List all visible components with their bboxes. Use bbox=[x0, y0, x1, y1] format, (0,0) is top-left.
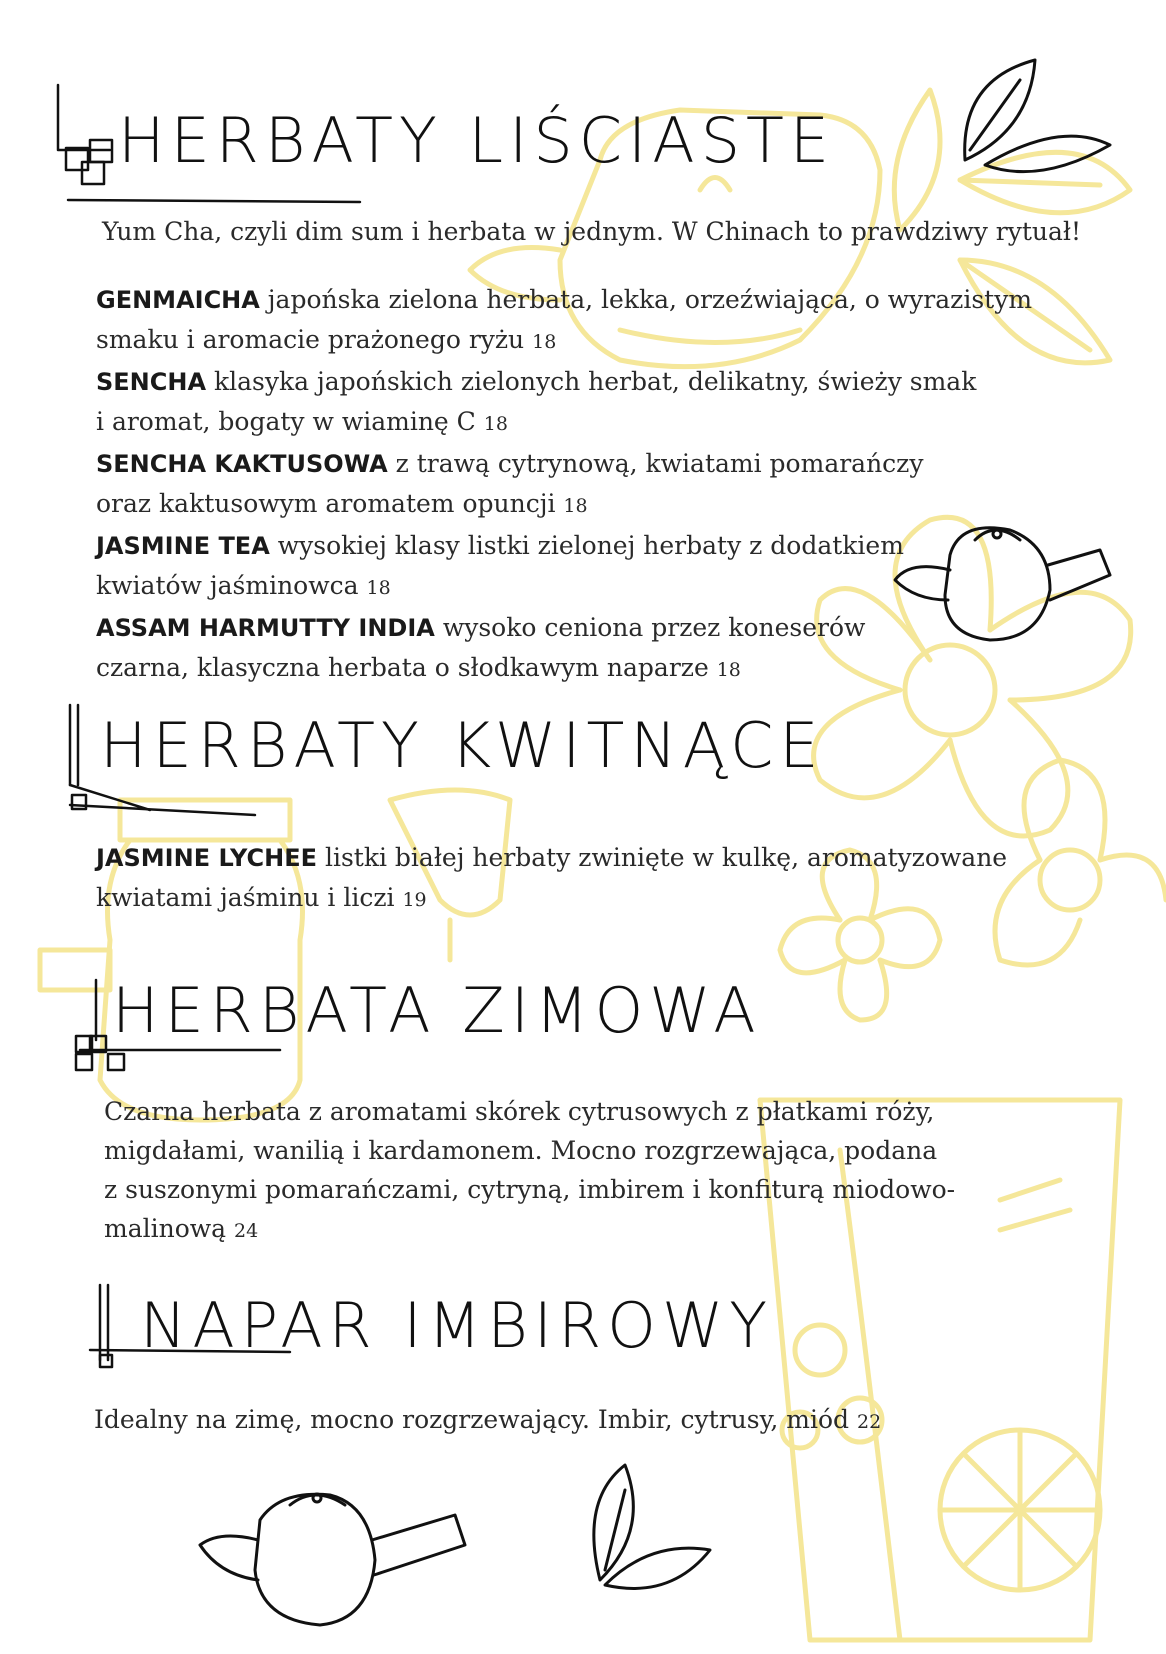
item-desc: oraz kaktusowym aromatem opuncji bbox=[96, 489, 556, 518]
menu-item-jasmine-tea bbox=[96, 526, 1056, 608]
section-title-kwitnace: HERBATY KWITNĄCE bbox=[100, 709, 825, 782]
item-desc: japońska zielona herbata, lekka, orzeźwiająca, o wyrazistym bbox=[267, 285, 1033, 314]
item-price: 18 bbox=[716, 659, 741, 681]
section-title-zimowa: HERBATA ZIMOWA bbox=[112, 974, 762, 1047]
menu-item-genmaicha bbox=[96, 280, 1056, 362]
item-name: GENMAICHA bbox=[96, 286, 260, 314]
item-price: 18 bbox=[366, 577, 391, 599]
imbirowy-text: Idealny na zimę, mocno rozgrzewający. Imbir, cytrusy, miód bbox=[94, 1405, 850, 1434]
menu-item-sencha bbox=[96, 362, 1056, 444]
item-price: 22 bbox=[857, 1411, 882, 1433]
item-price: 18 bbox=[483, 413, 508, 435]
item-desc: czarna, klasyczna herbata o słodkawym naparze bbox=[96, 653, 709, 682]
item-desc: kwiatami jaśminu i liczi bbox=[96, 883, 395, 912]
zimowa-line: z suszonymi pomarańczami, cytryną, imbirem i konfiturą miodowo- bbox=[104, 1175, 956, 1204]
item-desc: listki białej herbaty zwinięte w kulkę, aromatyzowane bbox=[324, 843, 1008, 872]
section-title-imbirowy: NAPAR IMBIROWY bbox=[140, 1289, 774, 1362]
zimowa-description bbox=[104, 1092, 1044, 1251]
item-desc: z trawą cytrynową, kwiatami pomarańczy bbox=[395, 449, 924, 478]
item-desc: wysokiej klasy listki zielonej herbaty z dodatkiem bbox=[277, 531, 904, 560]
section-title-lisciaste: HERBATY LIŚCIASTE bbox=[118, 104, 836, 177]
menu-item-sencha-kaktusowa bbox=[96, 444, 1056, 526]
imbirowy-description bbox=[94, 1400, 1054, 1442]
item-desc: i aromat, bogaty w wiaminę C bbox=[96, 407, 476, 436]
item-name: ASSAM HARMUTTY INDIA bbox=[96, 614, 435, 642]
zimowa-line: Czarna herbata z aromatami skórek cytrusowych z płatkami róży, bbox=[104, 1097, 935, 1126]
item-name: JASMINE TEA bbox=[96, 532, 270, 560]
zimowa-line: migdałami, wanilią i kardamonem. Mocno rozgrzewająca, podana bbox=[104, 1136, 938, 1165]
leaf-bottom-icon bbox=[594, 1465, 710, 1588]
menu-item-assam bbox=[96, 608, 1056, 690]
item-price: 18 bbox=[563, 495, 588, 517]
teapot-bottom-icon bbox=[200, 1494, 465, 1625]
item-name: JASMINE LYCHEE bbox=[96, 844, 318, 872]
item-price: 24 bbox=[234, 1220, 259, 1242]
menu-item-jasmine-lychee bbox=[96, 838, 1056, 920]
item-name: SENCHA bbox=[96, 368, 207, 396]
item-desc: kwiatów jaśminowca bbox=[96, 571, 359, 600]
item-price: 18 bbox=[532, 331, 557, 353]
zimowa-line: malinową bbox=[104, 1214, 227, 1243]
section-intro: Yum Cha, czyli dim sum i herbata w jednym. W Chinach to prawdziwy rytuał! bbox=[102, 217, 1082, 246]
item-desc: wysoko ceniona przez koneserów bbox=[442, 613, 866, 642]
item-desc: smaku i aromacie prażonego ryżu bbox=[96, 325, 525, 354]
item-name: SENCHA KAKTUSOWA bbox=[96, 450, 388, 478]
menu-list-lisciaste bbox=[96, 280, 1056, 690]
menu-list-kwitnace bbox=[96, 838, 1056, 920]
item-price: 19 bbox=[402, 889, 427, 911]
item-desc: klasyka japońskich zielonych herbat, delikatny, świeży smak bbox=[214, 367, 977, 396]
